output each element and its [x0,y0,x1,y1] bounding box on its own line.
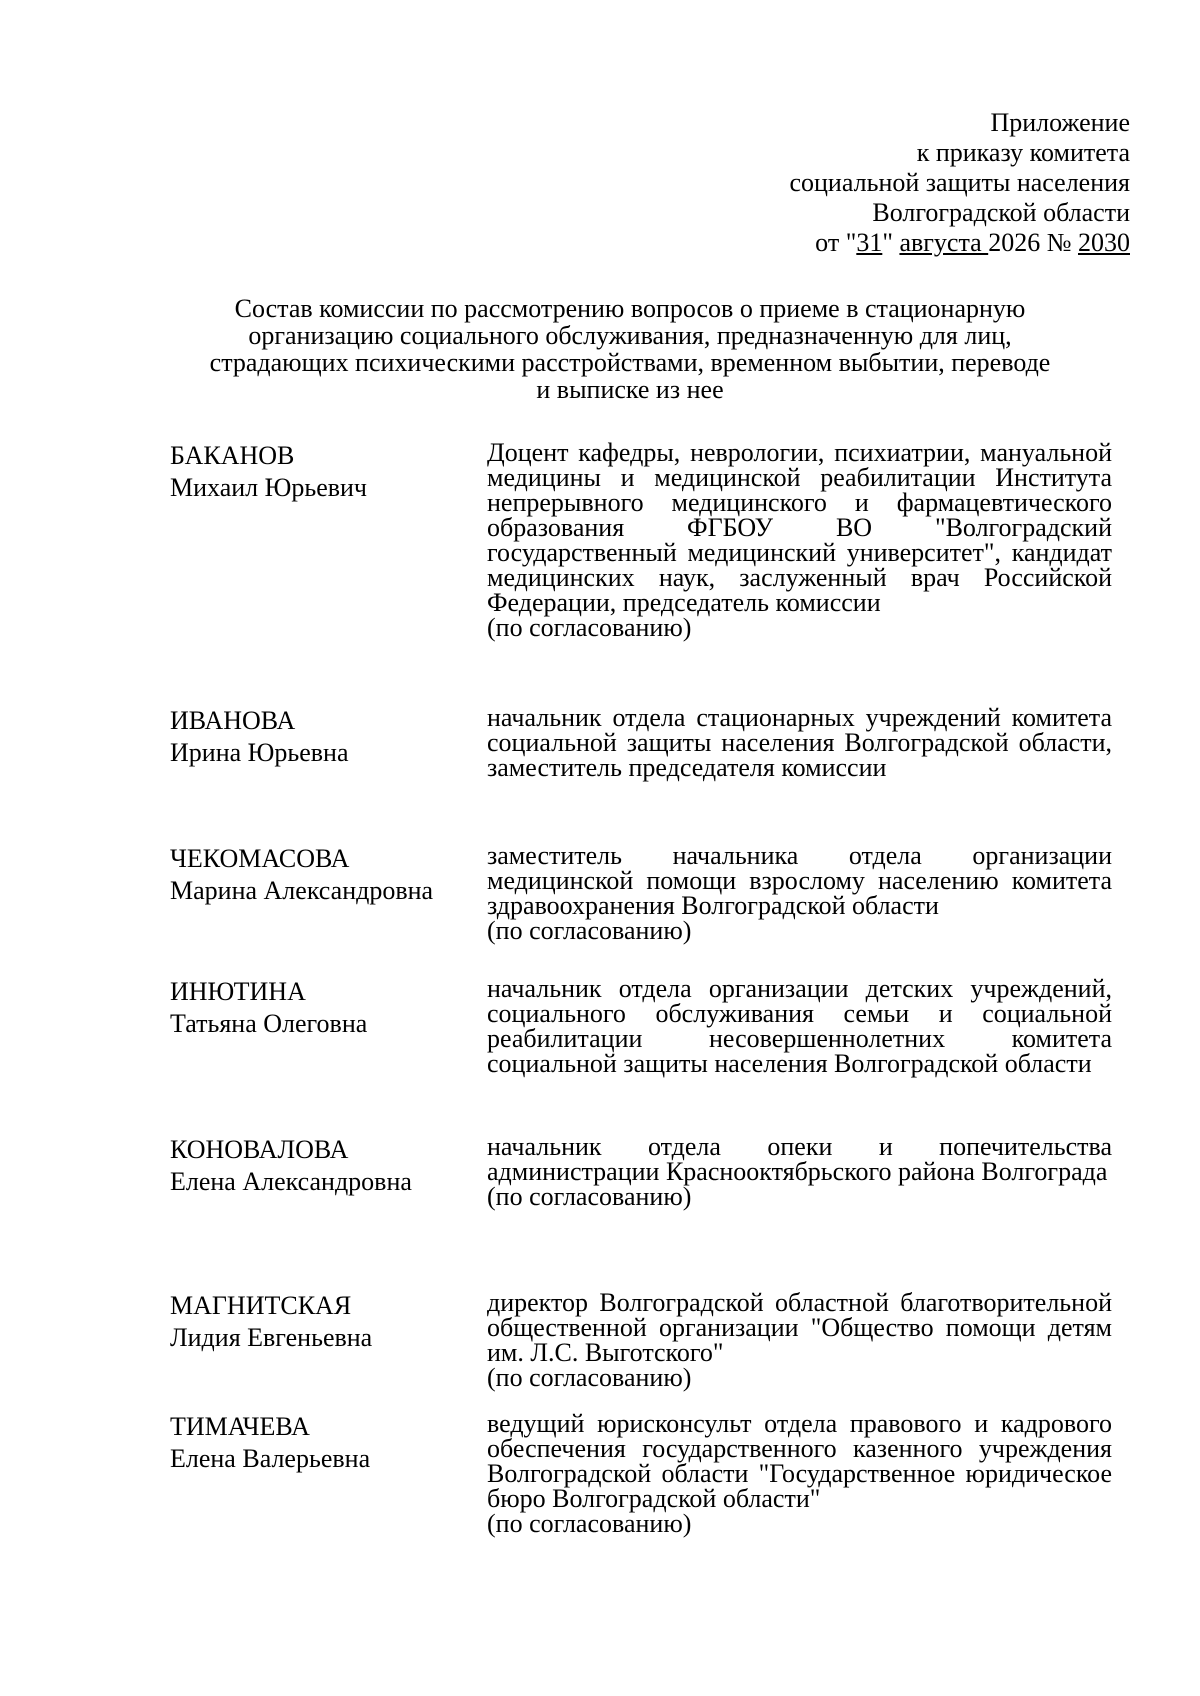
order-date-line [789,228,1130,258]
member-position [487,1134,1112,1209]
member-name [170,440,470,504]
member-surname: КОНОВАЛОВА [170,1135,349,1164]
member-given-name: Марина Александровна [170,876,434,905]
member-surname: ИВАНОВА [170,706,296,735]
member-surname: ИНЮТИНА [170,977,306,1006]
order-line-1: к приказу комитета [916,138,1130,167]
date-month: августа [899,228,989,257]
member-name [170,843,470,907]
date-year: 2026 № [988,228,1078,257]
date-mid: " [882,228,900,257]
appendix-header [789,108,1130,258]
member-name [170,1411,470,1475]
position-text: начальник отдела стационарных учреждений комитета социальной защиты населения Волгоградской области, заместитель председателя комиссии [487,703,1112,782]
date-day: 31 [856,228,883,257]
approval-note: (по согласованию) [487,1509,692,1538]
member-position [487,1290,1112,1390]
member-position [487,843,1112,943]
approval-note: (по согласованию) [487,916,692,945]
member-position [487,1411,1112,1536]
member-position [487,440,1112,640]
position-text: директор Волгоградской областной благотворительной общественной организации "Общество помощи детям им. Л.С. Выготского" [487,1288,1112,1367]
approval-note: (по согласованию) [487,1182,692,1211]
member-name [170,705,470,769]
member-given-name: Елена Валерьевна [170,1444,371,1473]
member-position [487,976,1112,1076]
approval-note: (по согласованию) [487,613,692,642]
member-name [170,1134,470,1198]
position-text: Доцент кафедры, неврологии, психиатрии, мануальной медицины и медицинской реабилитации Института непрерывного медицинского и фармацевтического образования ФГБОУ ВО "Волгоградский государственный медицинский университет", кандидат медицинских наук, заслуженный врач Российской Федерации, председатель комиссии [487,438,1112,617]
position-text: заместитель начальника отдела организации медицинской помощи взрослому населению комитета здравоохранения Волгоградской области [487,841,1112,920]
appendix-label: Приложение [990,108,1130,137]
order-line-2: социальной защиты населения [789,168,1130,197]
position-text: начальник отдела опеки и попечительства администрации Краснооктябрьского района Волгограда [487,1132,1112,1186]
title-line-3: страдающих психическими расстройствами, временном выбытии, переводе [209,348,1051,377]
member-surname: ЧЕКОМАСОВА [170,844,350,873]
position-text: ведущий юрисконсульт отдела правового и кадрового обеспечения государственного казенного учреждения Волгоградской области "Государственное юридическое бюро Волгоградской области" [487,1409,1112,1513]
member-surname: ТИМАЧЕВА [170,1412,310,1441]
member-given-name: Елена Александровна [170,1167,412,1196]
member-surname: МАГНИТСКАЯ [170,1291,352,1320]
order-number: 2030 [1078,228,1130,257]
document-title [150,295,1110,403]
date-prefix: от " [815,228,857,257]
title-line-1: Состав комиссии по рассмотрению вопросов о приеме в стационарную [234,294,1026,323]
member-given-name: Ирина Юрьевна [170,738,349,767]
member-name [170,1290,470,1354]
member-given-name: Лидия Евгеньевна [170,1323,373,1352]
member-position [487,705,1112,780]
member-name [170,976,470,1040]
member-given-name: Михаил Юрьевич [170,473,368,502]
title-line-4: и выписке из нее [536,375,724,404]
title-line-2: организацию социального обслуживания, предназначенную для лиц, [248,321,1012,350]
order-line-3: Волгоградской области [872,198,1130,227]
member-surname: БАКАНОВ [170,441,295,470]
position-text: начальник отдела организации детских учреждений, социального обслуживания семьи и социальной реабилитации несовершеннолетних комитета социальной защиты населения Волгоградской области [487,974,1112,1078]
approval-note: (по согласованию) [487,1363,692,1392]
member-given-name: Татьяна Олеговна [170,1009,368,1038]
